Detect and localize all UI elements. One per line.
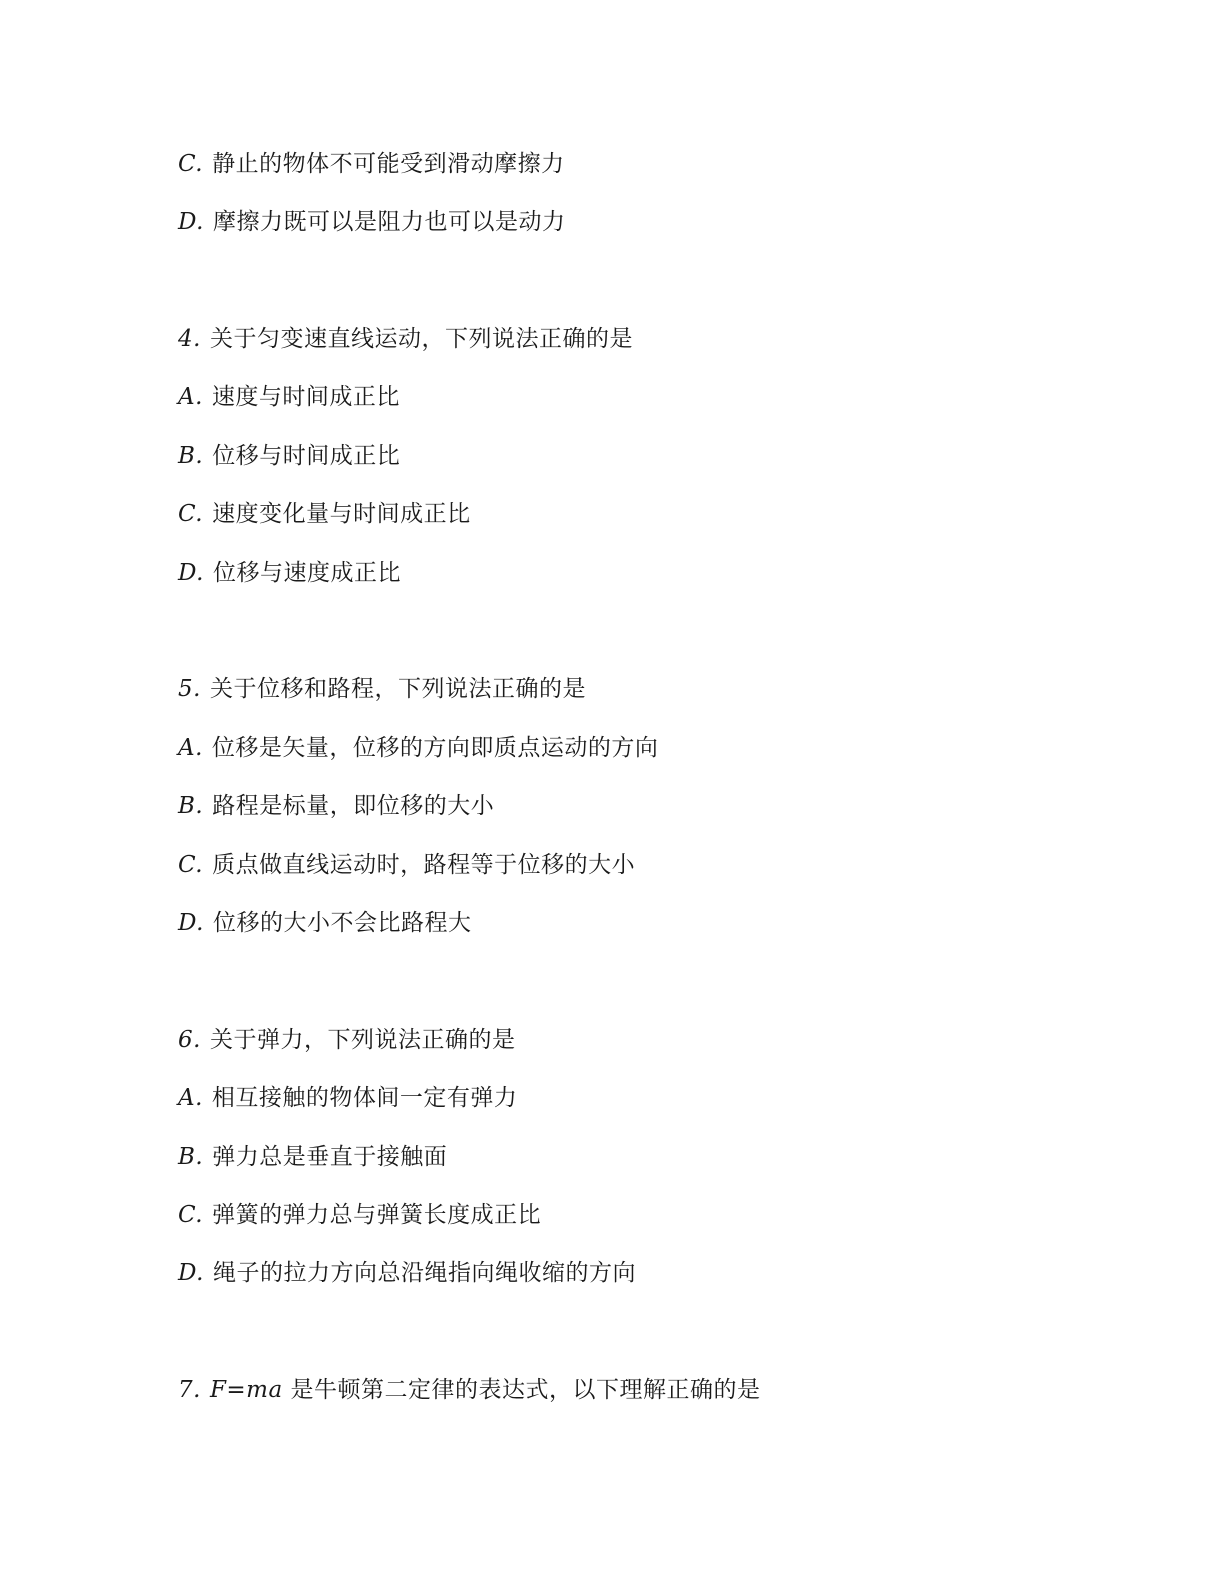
question-6 xyxy=(178,1024,515,1056)
option-d-q3 xyxy=(178,206,565,238)
question-number: 4. xyxy=(178,326,201,352)
option-label: B. xyxy=(178,443,204,469)
option-c-q5 xyxy=(178,849,635,881)
option-d-q4 xyxy=(178,557,401,589)
option-d-q6 xyxy=(178,1257,636,1289)
option-text: 相互接触的物体间一定有弹力 xyxy=(211,1085,518,1111)
question-number: 7. xyxy=(178,1377,201,1403)
question-4 xyxy=(178,323,633,355)
option-label: C. xyxy=(178,852,204,878)
question-text: 是牛顿第二定律的表达式，以下理解正确的是 xyxy=(282,1377,761,1403)
option-label: A. xyxy=(178,384,203,410)
option-text: 摩擦力既可以是阻力也可以是动力 xyxy=(212,209,566,235)
option-b-q4 xyxy=(178,440,400,472)
option-c-q4 xyxy=(178,498,471,530)
option-a-q6 xyxy=(178,1082,517,1114)
question-7 xyxy=(178,1374,761,1406)
option-text: 速度变化量与时间成正比 xyxy=(212,501,471,527)
option-label: B. xyxy=(178,1144,204,1170)
option-text: 路程是标量，即位移的大小 xyxy=(212,793,495,819)
option-a-q5 xyxy=(178,732,658,764)
option-label: A. xyxy=(178,735,203,761)
option-b-q5 xyxy=(178,790,494,822)
option-b-q6 xyxy=(178,1141,447,1173)
option-a-q4 xyxy=(178,381,400,413)
option-text: 弹力总是垂直于接触面 xyxy=(212,1144,448,1170)
option-label: D. xyxy=(178,560,204,586)
question-number: 5. xyxy=(178,676,201,702)
option-text: 绳子的拉力方向总沿绳指向绳收缩的方向 xyxy=(212,1260,636,1286)
option-text: 弹簧的弹力总与弹簧长度成正比 xyxy=(212,1202,542,1228)
option-text: 位移的大小不会比路程大 xyxy=(212,910,472,936)
question-number: 6. xyxy=(178,1027,201,1053)
option-c-q3 xyxy=(178,148,565,180)
option-label: C. xyxy=(178,501,204,527)
option-text: 速度与时间成正比 xyxy=(211,384,400,410)
option-label: B. xyxy=(178,793,204,819)
question-text: 关于匀变速直线运动，下列说法正确的是 xyxy=(209,326,633,352)
option-label: C. xyxy=(178,151,204,177)
question-text: 关于弹力，下列说法正确的是 xyxy=(209,1027,516,1053)
option-label: D. xyxy=(178,910,204,936)
option-text: 静止的物体不可能受到滑动摩擦力 xyxy=(212,151,565,177)
option-text: 质点做直线运动时，路程等于位移的大小 xyxy=(212,852,636,878)
option-label: A. xyxy=(178,1085,203,1111)
option-text: 位移与速度成正比 xyxy=(212,560,401,586)
option-label: C. xyxy=(178,1202,204,1228)
option-d-q5 xyxy=(178,907,471,939)
question-text: 关于位移和路程，下列说法正确的是 xyxy=(209,676,586,702)
option-c-q6 xyxy=(178,1199,541,1231)
option-label: D. xyxy=(178,209,204,235)
option-text: 位移是矢量，位移的方向即质点运动的方向 xyxy=(211,735,659,761)
formula: F=ma xyxy=(209,1377,283,1403)
option-text: 位移与时间成正比 xyxy=(212,443,401,469)
option-label: D. xyxy=(178,1260,204,1286)
question-5 xyxy=(178,673,586,705)
